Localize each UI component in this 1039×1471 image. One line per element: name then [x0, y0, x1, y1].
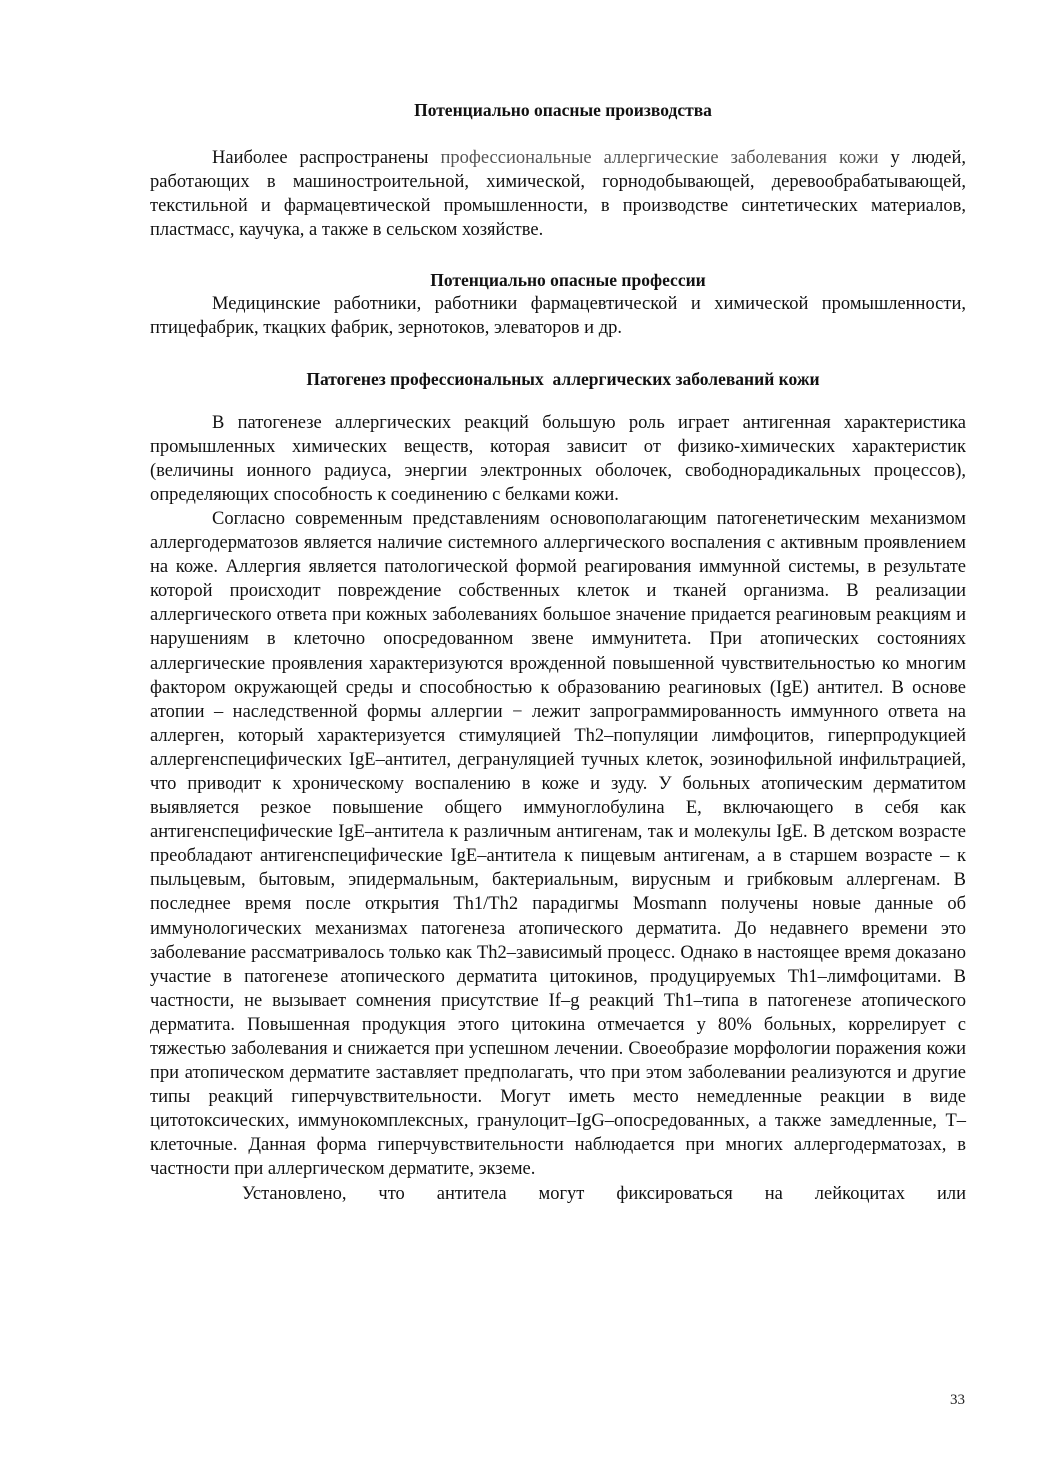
paragraph-industries-end: у людей, работающих в машиностроительной, химической, горнодобывающей, деревообрабатывающей, текстильной и фармацевтической промышленности, в производстве синтетических материалов, пластмасс, каучука, а также в сельском хозяйстве. — [150, 148, 966, 241]
paragraph-industries-start: Наиболее распространены — [212, 148, 441, 168]
highlighted-term: профессиональные аллергические заболевания кожи — [440, 148, 879, 168]
heading-professions: Потенциально опасные профессии — [430, 270, 706, 291]
paragraph-pathogenesis-1: В патогенезе аллергических реакций большую роль играет антигенная характеристика промышленных химических веществ, которая зависит от физико-химических характеристик (величины ионного радиуса, энергии электронных оболочек, свободнорадикальных процессов), определяющих способность к соединению с белками кожи. — [150, 412, 966, 505]
page-number: 33 — [950, 1392, 965, 1408]
spacer — [150, 341, 966, 367]
paragraph-pathogenesis-2: Согласно современным представлениям основополагающим патогенетическим механизмом аллергодерматозов является наличие системного аллергического воспаления с активным проявлением на коже. Аллергия является патологической формой реагирования иммунной системы, в результате которой происходит повреждение собственных клеток и тканей организма. В реализации аллергического ответа при кожных заболеваниях большое значение придается реагиновым реакциям и нарушениям в клеточно опосредованном звене иммунитета. При атопических состояниях аллергические проявления характеризуются врожденной повышенной чувствительностью ко многим фактором окружающей среды и способностью к образованию реагиновых (IgE) антител. В основе атопии – наследственной формы аллергии − лежит запрограммированность иммунного ответа на аллерген, который характеризуется стимуляцией Th2–популяции лимфоцитов, гиперпродукцией аллергенспецифических IgE–антител, дегрануляцией тучных клеток, эозинофильной инфильтрацией, что приводит к хроническому воспалению в коже и зуду. У больных атопическим дерматитом выявляется резкое повышение общего иммуноглобулина Е, включающего в себя как антигенспецифические IgE–антитела к различным антигенам, так и молекулы IgE. В детском возрасте преобладают антигенспецифические IgE–антитела к пищевым антигенам, а в старшем возрасте – к пыльцевым, бытовым, эпидермальным, бактериальным, вирусным и грибковым аллергенам. В последнее время после открытия Th1/Th2 парадигмы Mosmann получены новые данные об иммунологических механизмах патогенеза атопического дерматита. До недавнего времени это заболевание рассматривалось только как Th2–зависимый процесс. Однако в настоящее время доказано участие в патогенезе атопического дерматита цитокинов, продуцируемых Th1–лимфоцитами. В частности, не вызывает сомнения присутствие If–g реакций Th1–типа в патогенезе атопического дерматита. Повышенная продукция этого цитокина отмечается у 80% больных, коррелирует с тяжестью заболевания и снижается при успешном лечении. Своеобразие морфологии поражения кожи при атопическом дерматите заставляет предполагать, что при этом заболевании реализуются и другие типы реакций гиперчувствительности. Могут иметь место немедленные реакции в виде цитотоксических, иммунокомплексных, гранулоцит–IgG–опосредованных, а также замедленные, Т–клеточные. Данная форма гиперчувствительности наблюдается при многих аллергодерматозах, в частности при аллергическом дерматите, экземе. — [150, 508, 966, 1180]
paragraph-professions: Медицинские работники, работники фармацевтической и химической промышленности, птицефабрик, ткацких фабрик, зернотоков, элеваторов и др. — [150, 294, 966, 339]
document-page — [150, 98, 966, 1206]
heading-pathogenesis: Патогенез профессиональных аллергических заболеваний кожи — [306, 368, 820, 389]
paragraph-pathogenesis-3: Установлено, что антитела могут фиксироваться на лейкоцитах или — [242, 1183, 966, 1204]
paragraph-industries — [150, 146, 966, 242]
spacer — [150, 391, 966, 411]
spacer — [150, 242, 966, 268]
spacer — [150, 122, 966, 146]
heading-industries: Потенциально опасные производства — [414, 100, 712, 120]
